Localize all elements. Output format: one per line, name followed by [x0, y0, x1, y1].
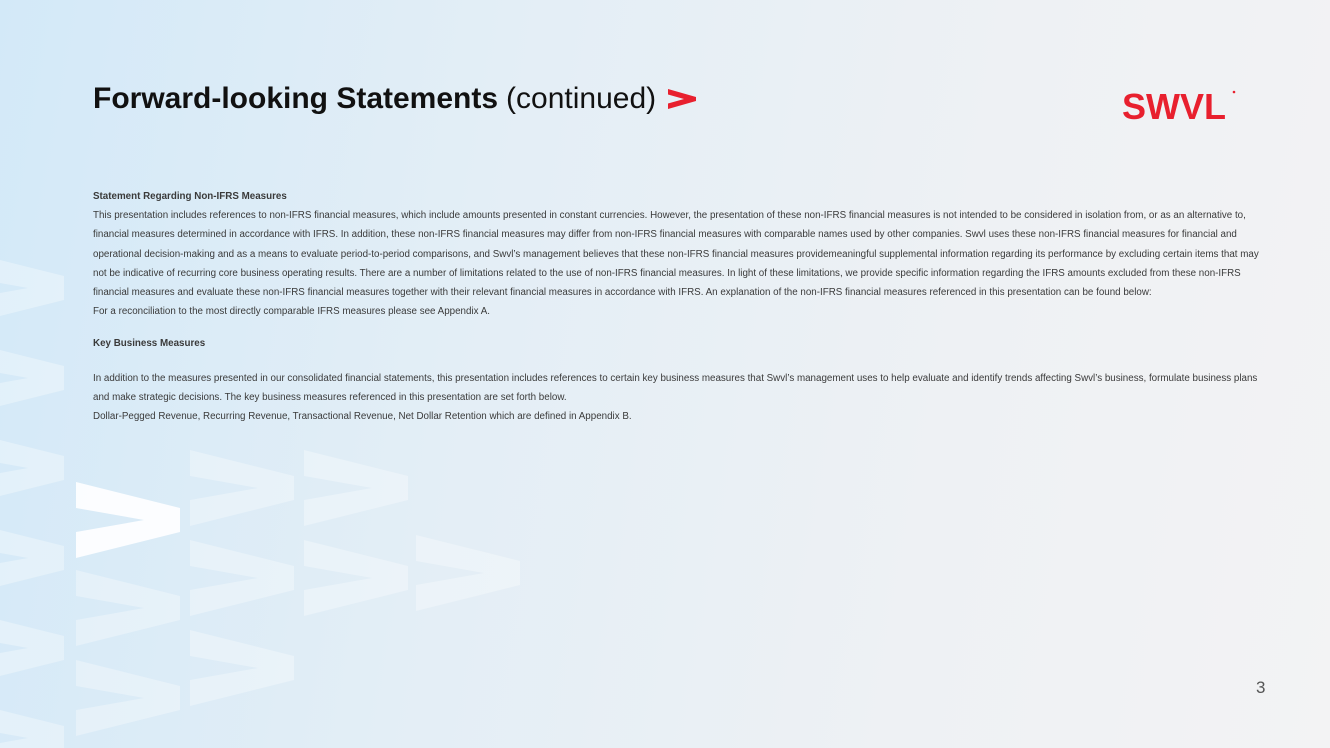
- key-business-measures-body: In addition to the measures presented in our consolidated financial statements, this presentation includes references to certain key business measures that Swvl’s management uses to help evaluate and identify trends affecting Swvl’s business, formulate business plans and make strategic decisions. The key business measures referenced in this presentation are set forth below.: [93, 372, 1258, 403]
- non-ifrs-body: This presentation includes references to non-IFRS financial measures, which include amounts presented in constant currencies. However, the presentation of these non-IFRS financial measures is not intended to be considered in isolation from, or as an alternative to, financial measures determined in accordance with IFRS. In addition, these non-IFRS financial measures may differ from non-IFRS financial measures with comparable names used by other companies. Swvl uses these non-IFRS financial measures for financial and operational decision-making and as a means to evaluate period-to-period comparisons, and Swvl’s management believes that these non-IFRS financial measures providemeaningful supplemental information regarding its performance by excluding certain items that may not be indicative of recurring core business operating results. There are a number of limitations related to the use of non-IFRS financial measures. In light of these limitations, we provide specific information regarding the IFRS amounts excluded from these non-IFRS financial measures and evaluate these non-IFRS financial measures together with their relevant financial measures in accordance with IFRS. An explanation of the non-IFRS financial measures referenced in this presentation can be found below:: [93, 210, 1259, 299]
- logo-text: SWVL: [1122, 88, 1226, 124]
- title-bold: Forward-looking Statements: [93, 82, 499, 115]
- non-ifrs-heading: Statement Regarding Non-IFRS Measures: [93, 191, 287, 202]
- non-ifrs-section: [93, 187, 1273, 321]
- title-continued: (continued): [506, 82, 657, 115]
- key-business-measures-list: Dollar-Pegged Revenue, Recurring Revenue, Transactional Revenue, Net Dollar Retention which are defined in Appendix B.: [93, 411, 632, 423]
- swvl-logo: [1122, 88, 1237, 124]
- content-area: [93, 187, 1273, 426]
- page-title: [93, 82, 696, 116]
- key-business-measures-heading: Key Business Measures: [93, 338, 206, 350]
- key-business-measures-section: [93, 334, 1273, 426]
- non-ifrs-appendix-note: For a reconciliation to the most directly comparable IFRS measures please see Appendix A.: [93, 306, 490, 318]
- page-number: 3: [1256, 678, 1266, 697]
- title-chevron-icon: [668, 89, 696, 109]
